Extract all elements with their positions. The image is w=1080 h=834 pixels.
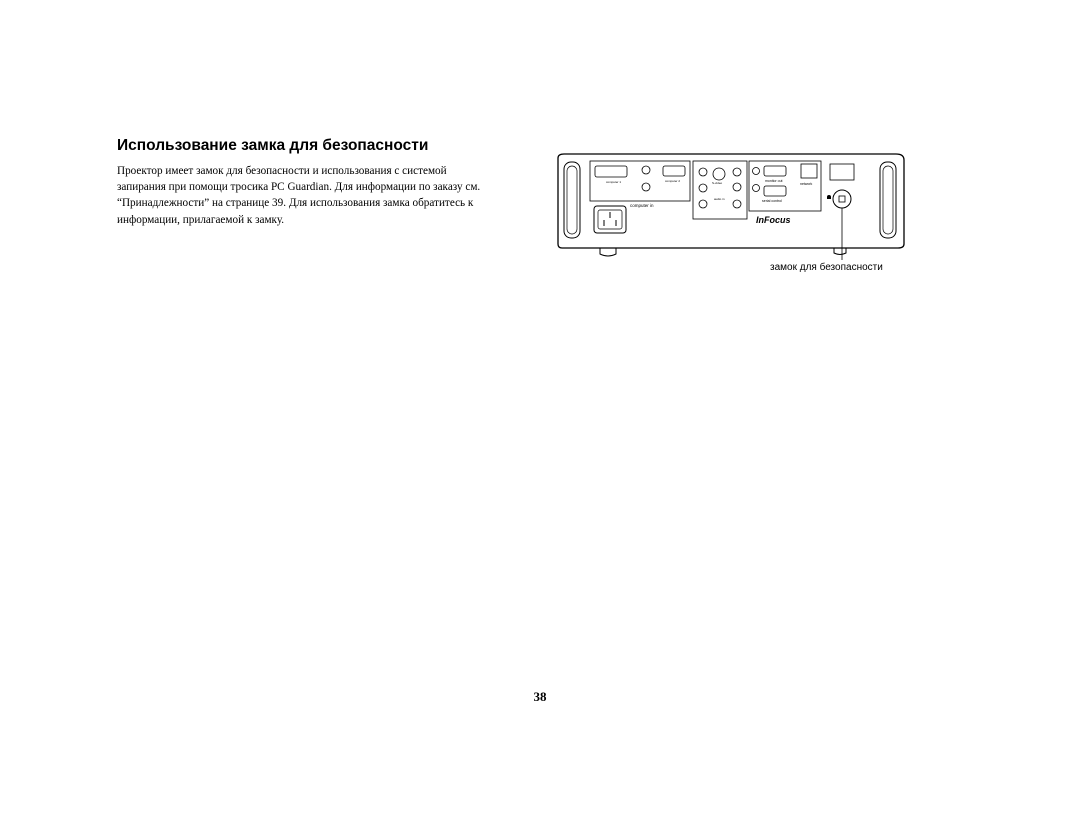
s-video-label: S-video bbox=[712, 181, 723, 185]
computer-2-label: computer 2 bbox=[665, 179, 681, 183]
lock-icon bbox=[827, 195, 831, 199]
projector-rear-illustration bbox=[550, 150, 910, 278]
infocus-logo: InFocus bbox=[756, 215, 791, 225]
audio-in-label: audio in bbox=[714, 197, 725, 201]
right-foot bbox=[834, 248, 846, 255]
figure-caption: замок для безопасности bbox=[770, 262, 883, 273]
monitor-out-label: monitor out bbox=[765, 179, 783, 183]
paragraph-line: информации, прилагаемой к замку. bbox=[117, 213, 285, 226]
paragraph-line: “Принадлежности” на странице 39. Для использования замка обратитесь к bbox=[117, 197, 474, 210]
computer-in-label: computer in bbox=[630, 203, 654, 208]
body-paragraph bbox=[117, 163, 527, 228]
page-title: Использование замка для безопасности bbox=[117, 137, 429, 154]
paragraph-line: запирания при помощи тросика PC Guardian. Для информации по заказу см. bbox=[117, 181, 481, 194]
computer-1-label: computer 1 bbox=[606, 180, 622, 184]
page-number: 38 bbox=[533, 689, 547, 704]
network-label: network bbox=[800, 182, 813, 186]
projector-back-panel-figure bbox=[550, 150, 910, 278]
serial-control-label: serial control bbox=[762, 199, 782, 203]
paragraph-line: Проектор имеет замок для безопасности и использования с системой bbox=[117, 165, 447, 177]
left-foot bbox=[600, 248, 616, 256]
